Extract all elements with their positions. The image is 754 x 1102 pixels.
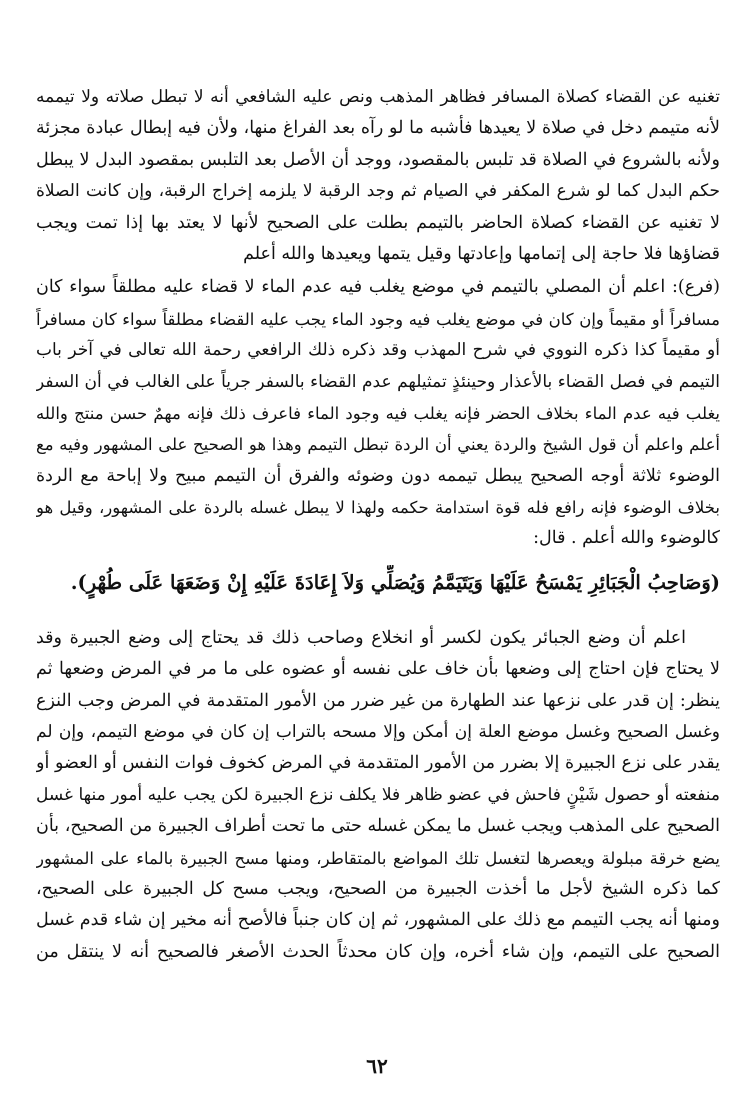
text-line: لأنه متيمم دخل في صلاة لا يعيدها فأشبه ما لو رآه بعد الفراغ منها، ولأن فيه إبطال عبادة مجزئة (36, 118, 720, 139)
text-line: وغسل الصحيح وغسل موضع العلة إن أمكن وإلا مسحه بالتراب إن كان في موضع التيمم، وإن لم (36, 722, 720, 743)
paragraph-commentary (36, 623, 720, 968)
text-line: اعلم أن وضع الجبائر يكون لكسر أو انخلاع وصاحب ذلك قد يحتاج إلى وضع الجبيرة وقد (36, 627, 686, 648)
text-line: الصحيح على التيمم، وإن شاء أخره، وإن كان محدثاً الحدث الأصغر فالصحيح أنه لا ينتقل من (36, 941, 720, 962)
text-line: كالوضوء والله أعلم . قال: (533, 528, 720, 549)
text-line: يقدر على نزع الجبيرة إلا بضرر من الأمور المتقدمة في المرض كخوف فوات النفس أو العضو أو (36, 753, 720, 774)
text-line: (فرع): اعلم أن المصلي بالتيمم في موضع يغلب فيه عدم الماء لا قضاء عليه مطلقاً سواء كان (36, 277, 720, 298)
text-line: ولأنه بالشروع في الصلاة قد تلبس بالمقصود، ووجد أن الأصل بعد التلبس بمقصود البدل لا يبطل (36, 149, 720, 170)
text-line: قضاؤها فلا حاجة إلى إتمامها وإعادتها وقيل يتمها ويعيدها والله أعلم (243, 243, 720, 264)
text-line: يغلب فيه عدم الماء بخلاف الحضر فإنه يغلب فيه وجود الماء فاعرف ذلك فإنه مهمٌ حسن منتج والله (36, 403, 720, 423)
text-line: كما ذكره الشيخ لأجل ما أخذت الجبيرة من الصحيح، ويجب مسح كل الجبيرة على الصحيح، (36, 878, 720, 899)
quote-line: (وَصَاحِبُ الْجَبَائِرِ يَمْسَحُ عَلَيْهَا وَيَتَيَمَّمُ وَيُصَلِّي وَلاَ إِعَادَةَ عَلَيْهِ إِنْ وَضَعَهَا عَلَى طُهْرٍ). (70, 570, 720, 594)
text-line: تغنيه عن القضاء كصلاة المسافر فظاهر المذهب ونص عليه الشافعي أنه لا تبطل صلاته ولا تيممه (36, 87, 720, 107)
text-line: التيمم في فصل القضاء بالأعذار وحينئذٍ تمثيلهم عدم القضاء بالسفر جرياً على الغالب في أن السفر (36, 371, 720, 392)
paragraph-far (36, 272, 720, 555)
text-line: أعلم واعلم أن قول الشيخ والردة يعني أن الردة تبطل التيمم وهذا هو الصحيح على المشهور وفيه مع (36, 435, 720, 455)
text-line: حكم البدل كما لو شرع المكفر في الصيام ثم وجد الرقبة لا يلزمه إخراج الرقبة، وإن كانت الصلاة (36, 181, 720, 202)
text-line: لا يحتاج فإن احتاج إلى وضعها بأن خاف على نفسه أو عضوه على ما مر في المرض وضعها ثم (36, 659, 720, 680)
paragraph-intro (36, 82, 720, 270)
text-line: ومنها أنه يجب التيمم مع ذلك على المشهور، ثم إن كان جنباً فالأصح أنه مخير إن شاء قدم غسل (36, 910, 720, 931)
text-line: الصحيح على المذهب ويجب غسل ما يمكن غسله حتى ما تحت أطراف الجبيرة من الصحيح، بأن (36, 816, 720, 837)
page-number: ٦٢ (366, 1054, 388, 1078)
text-line: الوضوء ثلاثة أوجه الصحيح يبطل تيممه دون وضوئه والفرق أن التيمم مبيح ولا إباحة مع الردة (36, 465, 720, 486)
text-line: يضع خرقة مبلولة ويعصرها لتغسل تلك المواضع بالمتقاطر، ومنها مسح الجبيرة بالماء على المشهور (36, 848, 720, 868)
text-line: لا تغنيه عن القضاء كصلاة الحاضر بالتيمم بطلت على الصحيح لأنها لا يعتد بها إذا تمت ويجب (36, 212, 720, 233)
text-line: أو مقيماً كذا ذكره النووي في شرح المهذب وقد ذكره ذلك الرافعي رحمة الله تعالى في آخر باب (36, 340, 720, 361)
text-line: ينظر: إن قدر على نزعها عند الطهارة من غير ضرر من الأمور المتقدمة في المرض وجب النزع (36, 690, 720, 711)
text-line: منفعته أو حصول شَيْنٍ فاحش في عضو ظاهر فلا يكلف نزع الجبيرة لكن يجب عليه أمور منها غسل (36, 784, 720, 805)
text-line: بخلاف الوضوء فإنه رافع فله قوة استدامة حكمه ولهذا لا يبطل غسله بالردة على المشهور، وقيل هو (36, 498, 720, 518)
text-line: مسافراً أو مقيماً وإن كان في موضع يغلب فيه وجود الماء يجب عليه القضاء مطلقاً سواء كان مسافراً (36, 309, 720, 329)
matn-quote (36, 565, 720, 601)
